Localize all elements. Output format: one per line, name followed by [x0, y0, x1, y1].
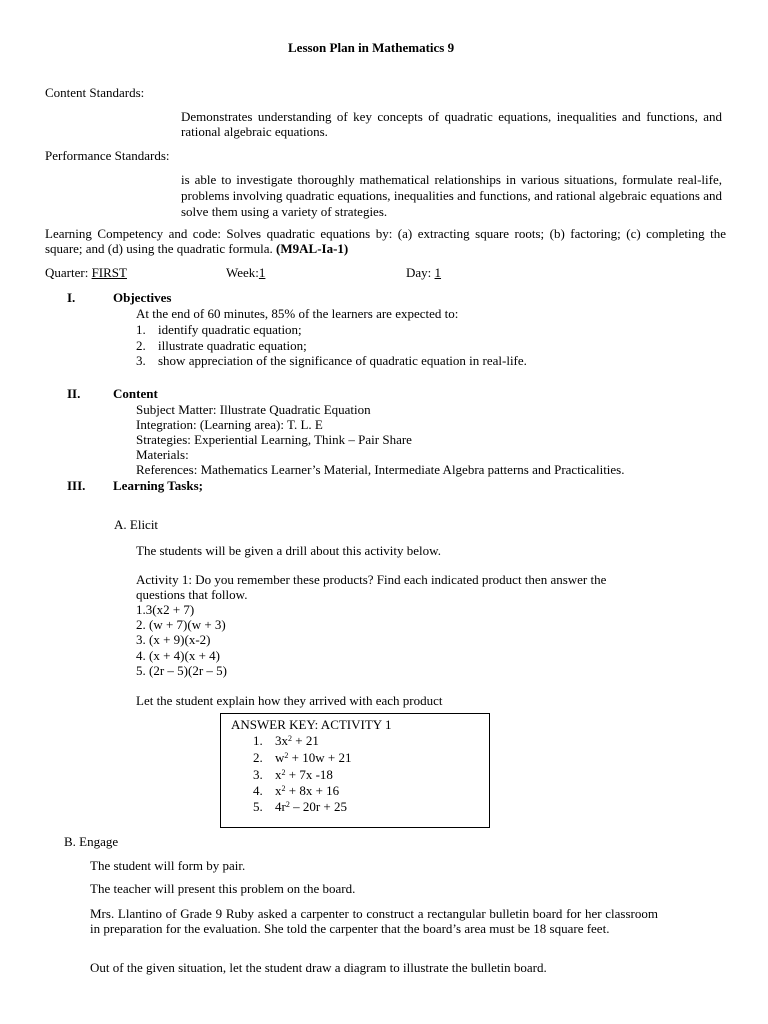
page-title: Lesson Plan in Mathematics 9 [288, 40, 455, 55]
day [406, 265, 441, 280]
objectives-numeral: I. [67, 290, 76, 305]
activity-item: 4. (x + 4)(x + 4) [136, 648, 220, 663]
activity-item: 2. (w + 7)(w + 3) [136, 617, 226, 632]
content-line: Strategies: Experiential Learning, Think – Pair Share [136, 432, 412, 447]
content-standards-text: Demonstrates understanding of key concepts of quadratic equations, inequalities and functions, and rational algebraic equations. [181, 109, 722, 139]
engage-paragraph: Mrs. Llantino of Grade 9 Ruby asked a carpenter to construct a rectangular bulletin board for her classroom in preparation for the evaluation. She told the carpenter that the board’s area must be 18 square feet. [90, 906, 658, 936]
learning-competency-text: Learning Competency and code: Solves quadratic equations by: (a) extracting square roots; (b) factoring; (c) completing the square; and (d) using the quadratic formula. [45, 226, 726, 256]
objectives-list [136, 322, 527, 369]
list-item: 3. show appreciation of the significance of quadratic equation in real-life. [136, 353, 527, 368]
week-label: Week: [226, 265, 259, 280]
activity-item: 1.3(x2 + 7) [136, 602, 195, 617]
engage-paragraph: Out of the given situation, let the student draw a diagram to illustrate the bulletin board. [90, 960, 547, 975]
content-line: Integration: (Learning area): T. L. E [136, 417, 323, 432]
answer-key-item: 2. $w^2 + 10w + 21$ [253, 750, 352, 765]
activity-item: 5. (2r – 5)(2r – 5) [136, 663, 227, 678]
activity-item: 3. (x + 9)(x-2) [136, 632, 211, 647]
learning-tasks-numeral: III. [67, 478, 86, 493]
content-heading: Content [113, 386, 158, 401]
day-value: 1 [434, 265, 442, 280]
week-value: 1 [258, 265, 266, 280]
elicit-explain: Let the student explain how they arrived with each product [136, 693, 443, 708]
quarter [45, 265, 127, 280]
day-label: Day: [406, 265, 432, 280]
performance-standards-text: is able to investigate thoroughly mathematical relationships in various situations, formulate real-life, problems involving quadratic equations, inequalities and functions, and rational algebraic equations and solve them using a variety of strategies. [181, 172, 722, 219]
answer-key-item: 5. $4r^2 - 20r + 25$ [253, 799, 348, 814]
engage-heading: B. Engage [64, 834, 119, 849]
content-line: Materials: [136, 447, 189, 462]
elicit-heading: A. Elicit [114, 517, 159, 532]
list-item: 1. identify quadratic equation; [136, 322, 302, 337]
learning-tasks-heading: Learning Tasks; [113, 478, 203, 493]
content-standards-label: Content Standards: [45, 85, 145, 100]
elicit-drill: The students will be given a drill about this activity below. [136, 543, 441, 558]
activity-line-1: Activity 1: Do you remember these products? Find each indicated product then answer the [136, 572, 607, 587]
list-item: 2. illustrate quadratic equation; [136, 337, 307, 353]
engage-paragraph: The student will form by pair. [90, 858, 246, 873]
content-line: Subject Matter: Illustrate Quadratic Equation [136, 402, 371, 417]
competency-code: (M9AL-Ia-1) [276, 241, 349, 256]
answer-key-item: 1. $3x^2 + 21$ [253, 733, 319, 748]
answer-key-item: 3. $x^2 + 7x$ -18 [253, 767, 333, 782]
objectives-intro: At the end of 60 minutes, 85% of the learners are expected to: [136, 306, 459, 321]
quarter-label: Quarter: [45, 265, 89, 280]
content-numeral: II. [67, 386, 81, 401]
engage-paragraph: The teacher will present this problem on the board. [90, 881, 356, 896]
performance-standards-label: Performance Standards: [45, 148, 170, 163]
week [226, 265, 265, 280]
quarter-value: FIRST [91, 265, 127, 280]
objectives-heading: Objectives [113, 290, 172, 305]
answer-key-title: ANSWER KEY: ACTIVITY 1 [231, 717, 392, 732]
content-line: References: Mathematics Learner’s Material, Intermediate Algebra patterns and Practicalities. [136, 462, 625, 477]
answer-key-item: 4. $x^2 + 8x + 16$ [253, 783, 340, 798]
learning-competency [45, 226, 726, 256]
activity-line-2: questions that follow. [136, 587, 248, 602]
